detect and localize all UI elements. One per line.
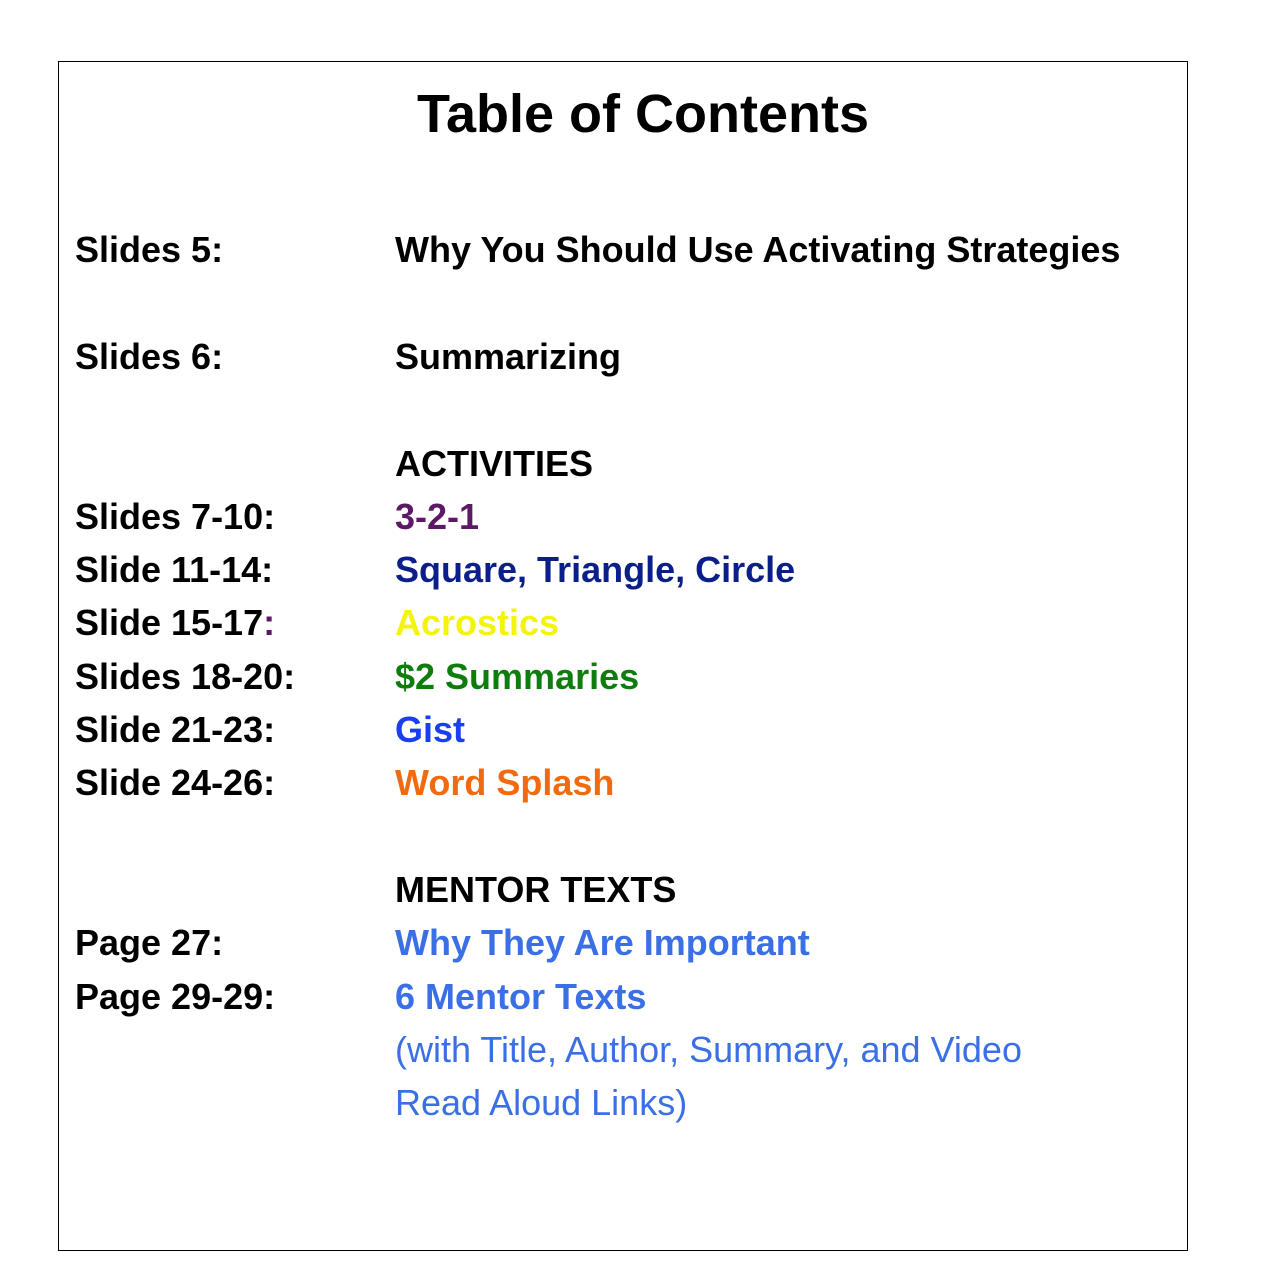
mentor-label: Page 29-29: — [75, 976, 276, 1017]
mentor-text: 6 Mentor Texts — [395, 976, 647, 1017]
mentor-note-line: Read Aloud Links) — [395, 1082, 688, 1123]
activity-text: Word Splash — [395, 762, 615, 803]
activities-heading: ACTIVITIES — [395, 443, 594, 484]
entry-label: Slides 5: — [75, 229, 224, 270]
activity-label: Slide 11-14: — [75, 549, 274, 590]
activity-label: Slide 21-23: — [75, 709, 276, 750]
activity-label-text: Slide 15-17 — [75, 602, 264, 643]
mentor-label: Page 27: — [75, 922, 224, 963]
activity-label: Slide 24-26: — [75, 762, 276, 803]
mentor-note-line: (with Title, Author, Summary, and Video — [395, 1029, 1022, 1070]
activity-text: 3-2-1 — [395, 496, 480, 537]
activity-text: Acrostics — [395, 602, 560, 643]
activity-text: Square, Triangle, Circle — [395, 549, 796, 590]
activity-label: Slides 18-20: — [75, 656, 296, 697]
entry-text: Why You Should Use Activating Strategies — [395, 229, 1121, 270]
page-title: Table of Contents — [417, 84, 869, 144]
activity-text: $2 Summaries — [395, 656, 640, 697]
activity-text: Gist — [395, 709, 466, 750]
activity-label-colon: : — [263, 602, 276, 643]
entry-label: Slides 6: — [75, 336, 224, 377]
activity-label — [75, 601, 275, 645]
mentor-texts-heading: MENTOR TEXTS — [395, 869, 677, 910]
activity-label: Slides 7-10: — [75, 496, 276, 537]
entry-text: Summarizing — [395, 336, 622, 377]
mentor-text: Why They Are Important — [395, 922, 810, 963]
